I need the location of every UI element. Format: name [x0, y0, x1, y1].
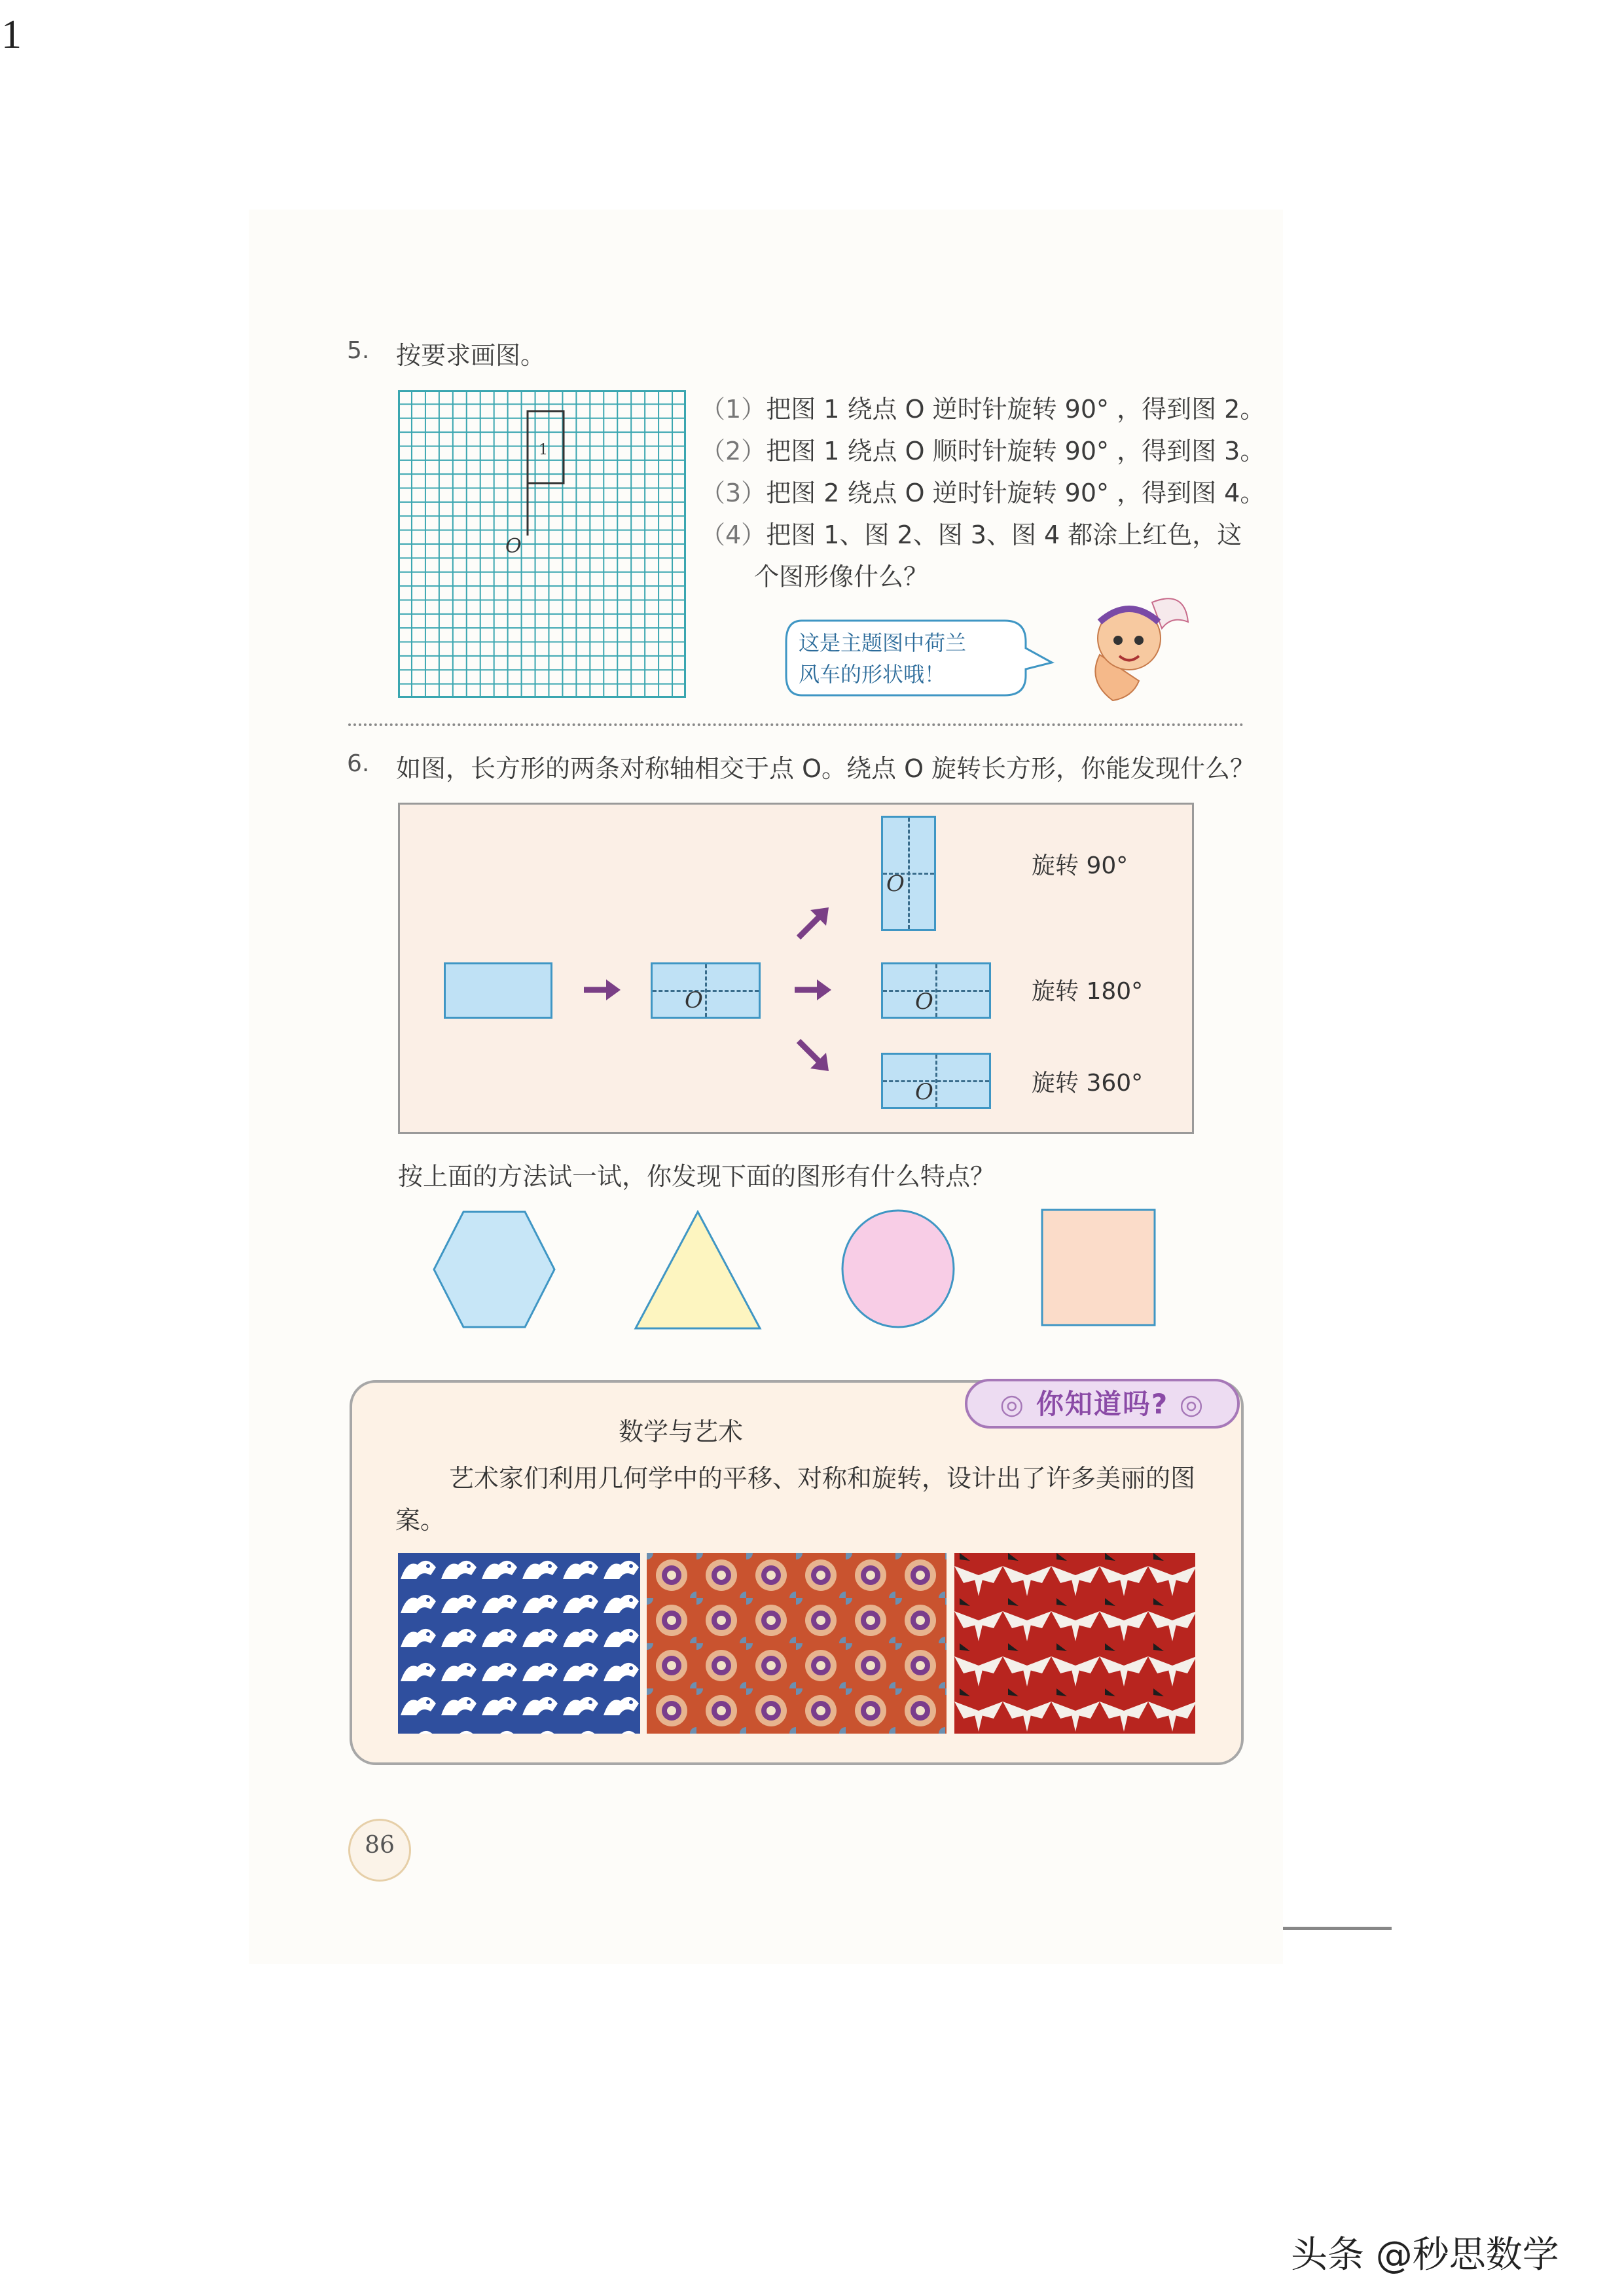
point-o-label: O — [685, 987, 703, 1013]
triangle-shape — [634, 1210, 762, 1330]
section-divider — [348, 723, 1244, 726]
arrow-right-icon — [793, 975, 833, 1004]
arrow-down-right-icon — [795, 1037, 831, 1074]
cherub-illustration — [1074, 576, 1198, 707]
q6-prompt: 如图，长方形的两条对称轴相交于点 O。绕点 O 旋转长方形，你能发现什么？ — [396, 754, 1255, 783]
q5-sub-2: （2）把图 1 绕点 O 顺时针旋转 90° ，得到图 3。 — [700, 437, 1265, 465]
drawing-grid — [398, 390, 686, 698]
escher-birds-tessellation-image — [954, 1553, 1195, 1734]
try-it-prompt: 按上面的方法试一试，你发现下面的图形有什么特点？ — [398, 1162, 996, 1191]
point-o-label: O — [886, 871, 905, 897]
page-number: 86 — [365, 1832, 395, 1859]
point-o-label: O — [915, 989, 933, 1015]
rotation-180-label: 旋转 180° — [1032, 978, 1144, 1005]
did-you-know-body: 艺术家们利用几何学中的平移、对称和旋转，设计出了许多美丽的图案。 — [395, 1464, 1196, 1535]
watermark-text: 头条 @秒思数学 — [1291, 2234, 1559, 2276]
vertical-axis — [935, 964, 937, 1017]
rotation-360-label: 旋转 360° — [1032, 1070, 1144, 1097]
circle-shape — [840, 1209, 956, 1329]
point-o-label: O — [505, 535, 522, 558]
q5-sub-4-cont: 个图形像什么？ — [754, 562, 929, 591]
separator-line — [1283, 1927, 1392, 1930]
figure-1-label: 1 — [539, 442, 548, 458]
arrow-up-right-icon — [795, 905, 831, 941]
q5-sub-1: （1）把图 1 绕点 O 逆时针旋转 90° ，得到图 2。 — [700, 395, 1265, 424]
vertical-axis — [705, 964, 707, 1017]
original-rectangle — [444, 962, 552, 1019]
q5-prompt: 按要求画图。 — [396, 341, 546, 370]
q6-number: 6. — [347, 750, 370, 777]
q5-number: 5. — [347, 337, 370, 364]
did-you-know-tag-text: ◎ 你知道吗? ◎ — [1000, 1388, 1205, 1420]
corner-number: 1 — [1, 12, 22, 57]
bubble-text: 这是主题图中荷兰 风车的形状哦！ — [799, 630, 967, 687]
square-shape — [1041, 1209, 1156, 1326]
hexagon-shape — [432, 1210, 556, 1329]
escher-blue-tessellation-image — [398, 1553, 640, 1734]
did-you-know-title: 数学与艺术 — [619, 1417, 744, 1446]
vertical-axis — [935, 1055, 937, 1107]
q5-sub-3: （3）把图 2 绕点 O 逆时针旋转 90° ，得到图 4。 — [700, 479, 1265, 507]
ornamental-carpet-image — [647, 1553, 947, 1734]
point-o-label: O — [915, 1079, 933, 1105]
vertical-axis — [908, 818, 910, 929]
q5-sub-4: （4）把图 1、图 2、图 3、图 4 都涂上红色，这 — [700, 520, 1242, 549]
rotation-90-label: 旋转 90° — [1032, 852, 1128, 879]
arrow-right-icon — [583, 975, 622, 1004]
